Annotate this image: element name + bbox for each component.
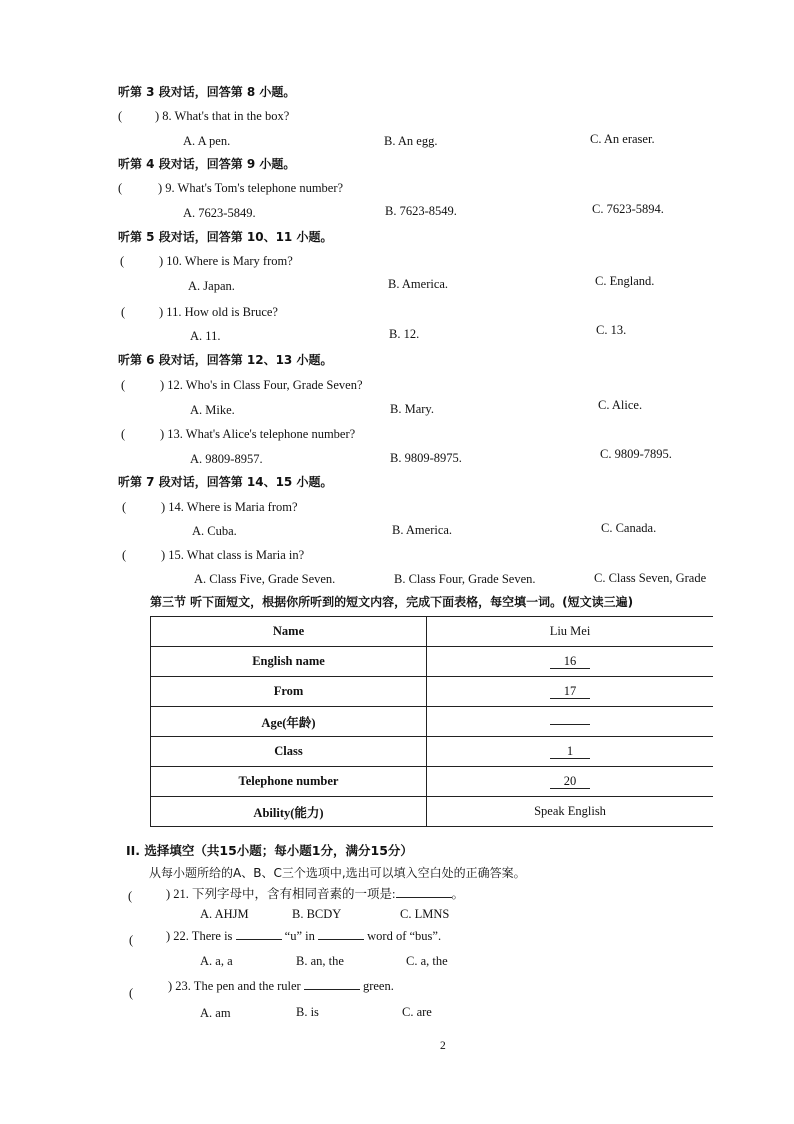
q21-line [166, 886, 464, 902]
q21-blank[interactable] [396, 886, 452, 898]
q21-stem: ) 21. 下列字母中，含有相同音素的一项是: [166, 887, 396, 901]
q8-option-b[interactable]: B. An egg. [384, 134, 438, 148]
q11-paren: ( [121, 305, 126, 319]
q22-blank-2[interactable] [318, 928, 364, 940]
info-table [150, 616, 713, 827]
q21-option-a[interactable]: A. AHJM [200, 907, 249, 921]
q13-option-b[interactable]: B. 9809-8975. [390, 451, 462, 465]
q14-stem: ) 14. Where is Maria from? [161, 500, 298, 514]
table-row [151, 707, 714, 737]
q15-option-c[interactable]: C. Class Seven, Grade [594, 571, 707, 585]
q11-stem: ) 11. How old is Bruce? [159, 305, 278, 319]
q14-paren: ( [122, 500, 127, 514]
q14-option-c[interactable]: C. Canada. [601, 521, 657, 535]
q8-paren: ( [118, 109, 123, 123]
q23-paren: ( [129, 986, 134, 1000]
q13-paren: ( [121, 427, 126, 441]
q23-part-2: green. [362, 979, 394, 993]
table-row [151, 737, 714, 767]
q9-option-c[interactable]: C. 7623-5894. [592, 202, 664, 216]
section-3-heading: 听第 3 段对话，回答第 8 小题。 [118, 85, 296, 99]
q9-option-b[interactable]: B. 7623-8549. [385, 204, 457, 218]
q12-option-a[interactable]: A. Mike. [190, 403, 235, 417]
q10-paren: ( [120, 254, 125, 268]
q10-option-b[interactable]: B. America. [388, 277, 449, 291]
row-label: English name [151, 647, 427, 677]
section-4-heading: 听第 4 段对话，回答第 9 小题。 [118, 157, 296, 171]
q23-blank[interactable] [304, 978, 360, 990]
q13-stem: ) 13. What's Alice's telephone number? [160, 427, 356, 441]
q22-part-1: ) 22. There is [166, 929, 233, 943]
q13-option-a[interactable]: A. 9809-8957. [190, 452, 263, 466]
q10-option-a[interactable]: A. Japan. [188, 279, 235, 293]
q22-part-2: “u” in [284, 929, 315, 943]
q9-paren: ( [118, 181, 123, 195]
section-7-heading: 听第 7 段对话，回答第 14、15 小题。 [118, 475, 333, 489]
row-value-ability: Speak English [427, 797, 714, 827]
q22-option-a[interactable]: A. a, a [200, 954, 233, 968]
q21-end: 。 [451, 887, 465, 901]
table-row [151, 767, 714, 797]
row-label: Ability(能力) [151, 797, 427, 827]
q23-option-a[interactable]: A. am [200, 1006, 231, 1020]
section-6-heading: 听第 6 段对话，回答第 12、13 小题。 [118, 353, 333, 367]
q22-part-3: word of “bus”. [367, 929, 442, 943]
q8-option-a[interactable]: A. A pen. [183, 134, 231, 148]
q15-option-a[interactable]: A. Class Five, Grade Seven. [194, 572, 336, 586]
q11-option-a[interactable]: A. 11. [190, 329, 221, 343]
q12-option-c[interactable]: C. Alice. [598, 398, 643, 412]
q9-option-a[interactable]: A. 7623-5849. [183, 206, 256, 220]
page-number: 2 [440, 1040, 446, 1052]
row-label: From [151, 677, 427, 707]
q10-stem: ) 10. Where is Mary from? [159, 254, 293, 268]
blank-class[interactable]: 1 [550, 744, 590, 759]
section-5-heading: 听第 5 段对话，回答第 10、11 小题。 [118, 230, 333, 244]
part-2-heading: II. 选择填空（共15小题；每小题1分，满分15分） [126, 843, 413, 858]
table-row [151, 617, 714, 647]
q15-option-b[interactable]: B. Class Four, Grade Seven. [394, 572, 536, 586]
row-value-name: Liu Mei [427, 617, 714, 647]
row-label: Name [151, 617, 427, 647]
table-row [151, 677, 714, 707]
table-row [151, 797, 714, 827]
part-3-heading: 第三节 听下面短文，根据你所听到的短文内容，完成下面表格，每空填一词。(短文读三遍) [150, 595, 634, 609]
q9-stem: ) 9. What's Tom's telephone number? [158, 181, 344, 195]
q22-blank-1[interactable] [236, 928, 282, 940]
q12-stem: ) 12. Who's in Class Four, Grade Seven? [160, 378, 363, 392]
q15-stem: ) 15. What class is Maria in? [161, 548, 305, 562]
q23-option-b[interactable]: B. is [296, 1005, 319, 1019]
row-label: Telephone number [151, 767, 427, 797]
q11-option-c[interactable]: C. 13. [596, 323, 627, 337]
q22-option-b[interactable]: B. an, the [296, 954, 344, 968]
q14-option-a[interactable]: A. Cuba. [192, 524, 237, 538]
q23-line [168, 978, 394, 994]
q14-option-b[interactable]: B. America. [392, 523, 453, 537]
q12-option-b[interactable]: B. Mary. [390, 402, 434, 416]
blank-20[interactable]: 20 [550, 774, 590, 789]
q12-paren: ( [121, 378, 126, 392]
q15-paren: ( [122, 548, 127, 562]
table-row [151, 647, 714, 677]
q8-stem: ) 8. What's that in the box? [155, 109, 290, 123]
q21-option-c[interactable]: C. LMNS [400, 907, 450, 921]
q11-option-b[interactable]: B. 12. [389, 327, 420, 341]
row-label: Class [151, 737, 427, 767]
q10-option-c[interactable]: C. England. [595, 274, 655, 288]
part-2-instructions: 从每小题所给的A、B、C三个选项中,选出可以填入空白处的正确答案。 [149, 866, 526, 880]
q21-option-b[interactable]: B. BCDY [292, 907, 342, 921]
q23-part-1: ) 23. The pen and the ruler [168, 979, 301, 993]
blank-age[interactable] [550, 724, 590, 725]
q23-option-c[interactable]: C. are [402, 1005, 432, 1019]
blank-17[interactable]: 17 [550, 684, 590, 699]
blank-16[interactable]: 16 [550, 654, 590, 669]
q22-line [166, 928, 441, 944]
q13-option-c[interactable]: C. 9809-7895. [600, 447, 672, 461]
q22-paren: ( [129, 933, 134, 947]
q21-paren: ( [128, 889, 133, 903]
q8-option-c[interactable]: C. An eraser. [590, 132, 655, 146]
row-label: Age(年龄) [151, 707, 427, 737]
q22-option-c[interactable]: C. a, the [406, 954, 448, 968]
